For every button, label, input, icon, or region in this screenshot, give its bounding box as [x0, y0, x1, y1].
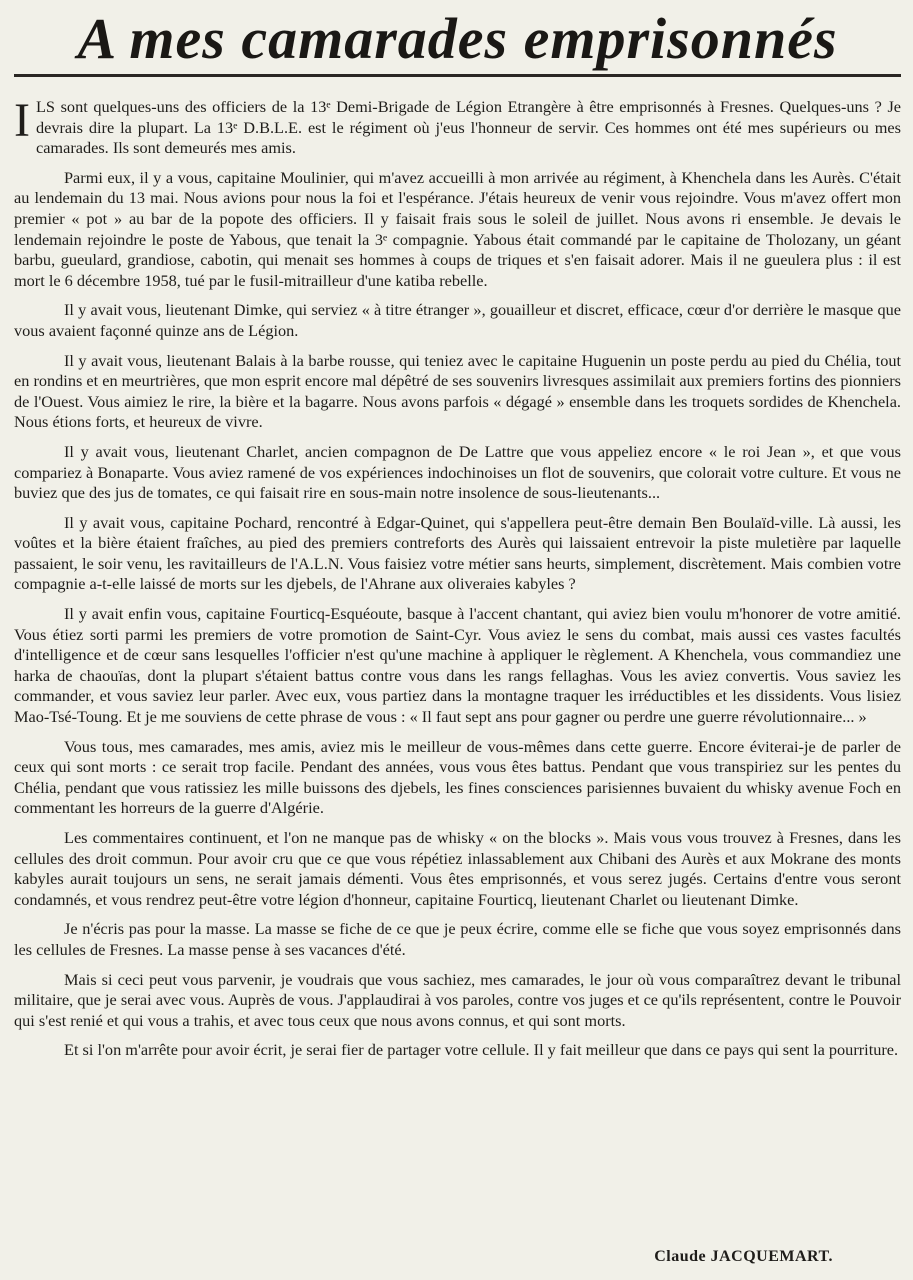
paragraph: Et si l'on m'arrête pour avoir écrit, je serai fier de partager votre cellule. Il y fait meilleur que dans ce pays qui sent la pourriture.	[64, 1040, 899, 1060]
paragraph: Vous tous, mes camarades, mes amis, aviez mis le meilleur de vous-mêmes dans cette guerre. Encore éviterai-je de parler de ceux qui sont morts : ce serait trop facile. Pendant des années, vous vous êtes battus. Pendant que vous transpiriez sur les pentes du Chélia, pendant que vous ratissiez les mille buissons des djebels, les fines consciences parisiennes buvaient du whisky avenue Foch en commentant les horreurs de la guerre d'Algérie.	[14, 736, 901, 818]
paragraph: Les commentaires continuent, et l'on ne manque pas de whisky « on the blocks ». Mais vous vous trouvez à Fresnes, dans les cellules des droit commun. Pour avoir cru que ce que vous répétiez inlassablement aux Chibani des Aurès et aux Mokrane des monts kabyles aurait toujours un sens, ne serait jamais démenti. Vous êtes emprisonnés, et vous serez jugés. Certains d'entre vous seront condamnés, et vous rendrez peut-être votre légion d'honneur, capitaine Fourticq, lieutenant Charlet ou lieutenant Dimke.	[14, 828, 901, 909]
paragraph: Il y avait enfin vous, capitaine Fourticq-Esquéoute, basque à l'accent chantant, qui aviez bien voulu m'honorer de votre amitié. Vous étiez sorti parmi les premiers de votre promotion de Saint-Cyr. Vous aviez le sens du combat, mais aussi ces vastes facultés d'intelligence et de cœur sans lesquelles l'officier n'est qu'une machine à appliquer le règlement. A Khenchela, vous commandiez une harka de chaouïas, dont la plupart s'étaient battus contre vous dans les rangs fellaghas. Vous les aviez convertis. Vous saviez les commander, et vous saviez leur parler. Avec eux, vous partiez dans la montagne traquer les irréductibles et les dissidents. Vous lisiez Mao-Tsé-Toung. Et je me souviens de cette phrase de vous : « Il faut sept ans pour gagner ou perdre une guerre révolutionnaire... »	[14, 604, 901, 727]
article-body	[14, 94, 901, 1061]
article-title: A mes camarades emprisonnés	[77, 6, 838, 71]
paragraph	[14, 94, 901, 159]
paragraph-text: LS sont quelques-uns des officiers de la 13ᵉ Demi-Brigade de Légion Etrangère à être emprisonnés à Fresnes. Quelques-uns ? Je devrais dire la plupart. La 13ᵉ D.B.L.E. est le régiment où j'eus l'honneur de servir. Ces hommes ont été mes supérieurs ou mes camarades. Ils sont demeurés mes amis.	[35, 97, 901, 158]
paragraph: Il y avait vous, lieutenant Charlet, ancien compagnon de De Lattre que vous appeliez encore « le roi Jean », et que vous compariez à Bonaparte. Vous aviez ramené de vos expériences indochinoises un flot de souvenirs, que colorait votre culture. Et vous ne buviez que des jus de tomates, ce qui faisait rire en sous-main notre insolence de sous-lieutenants...	[14, 441, 901, 503]
paragraph: Parmi eux, il y a vous, capitaine Moulinier, qui m'avez accueilli à mon arrivée au régiment, à Khenchela dans les Aurès. C'était au lendemain du 13 mai. Nous avions pour nous la foi et l'espérance. J'étais heureux de venir vous rejoindre. Vous m'avez offert mon premier « pot » au bar de la popote des officiers. Il y faisait frais sous le soleil de juillet. Nous avons ri ensemble. Je devais le lendemain rejoindre le poste de Yabous, que tenait la 3ᵉ compagnie. Yabous était commandé par le capitaine de Tholozany, un géant barbu, gueulard, grandiose, cabotin, qui menait ses hommes à coups de triques et s'en faisait adorer. Mais il ne gueulera plus : il est mort le 6 décembre 1958, tué par le fusil-mitrailleur d'une katiba rebelle.	[14, 167, 901, 290]
paragraph: Il y avait vous, lieutenant Dimke, qui serviez « à titre étranger », gouailleur et discret, efficace, cœur d'or derrière le masque que vous avaient façonné quinze ans de Légion.	[14, 300, 901, 340]
title-rule	[14, 74, 901, 77]
paragraph: Je n'écris pas pour la masse. La masse se fiche de ce que je peux écrire, comme elle se fiche que vous soyez emprisonnés dans les cellules de Fresnes. La masse pense à ses vacances d'été.	[14, 919, 901, 959]
paragraph: Il y avait vous, capitaine Pochard, rencontré à Edgar-Quinet, qui s'appellera peut-être demain Ben Boulaïd-ville. Là aussi, les voûtes et la bière étaient fraîches, au pied des premiers contreforts des Aurès qui laissaient entrevoir la piste muletière par laquelle passaient, le soir venu, les ravitailleurs de l'A.L.N. Vous faisiez votre métier sans heurts, simplement, discrètement. Mais combien votre compagnie a-t-elle laissé de morts sur les djebels, de l'Ahrane aux oliveraies kabyles ?	[14, 512, 901, 594]
author-signature: Claude JACQUEMART.	[654, 1248, 833, 1265]
drop-cap: I	[14, 94, 30, 147]
paragraph: Mais si ceci peut vous parvenir, je voudrais que vous sachiez, mes camarades, le jour où vous comparaîtrez devant le tribunal militaire, que je serai avec vous. Auprès de vous. J'applaudirai à vos paroles, contre vos juges et ce qu'ils représentent, contre le Pouvoir qui s'est renié et qui vous a trahis, et avec tous ceux que nous avons connus, et qui sont morts.	[14, 969, 901, 1030]
paragraph: Il y avait vous, lieutenant Balais à la barbe rousse, qui teniez avec le capitaine Huguenin un poste perdu au pied du Chélia, tout en rondins et en meurtrières, que mon esprit encore mal dépêtré de ses souvenirs livresques assimilait aux premiers fortins des pionniers de l'Ouest. Vous aimiez le rire, la bière et la bagarre. Nous avons parfois « dégagé » ensemble dans les troquets sordides de Khenchela. Nous étions forts, et heureux de vivre.	[14, 350, 901, 432]
